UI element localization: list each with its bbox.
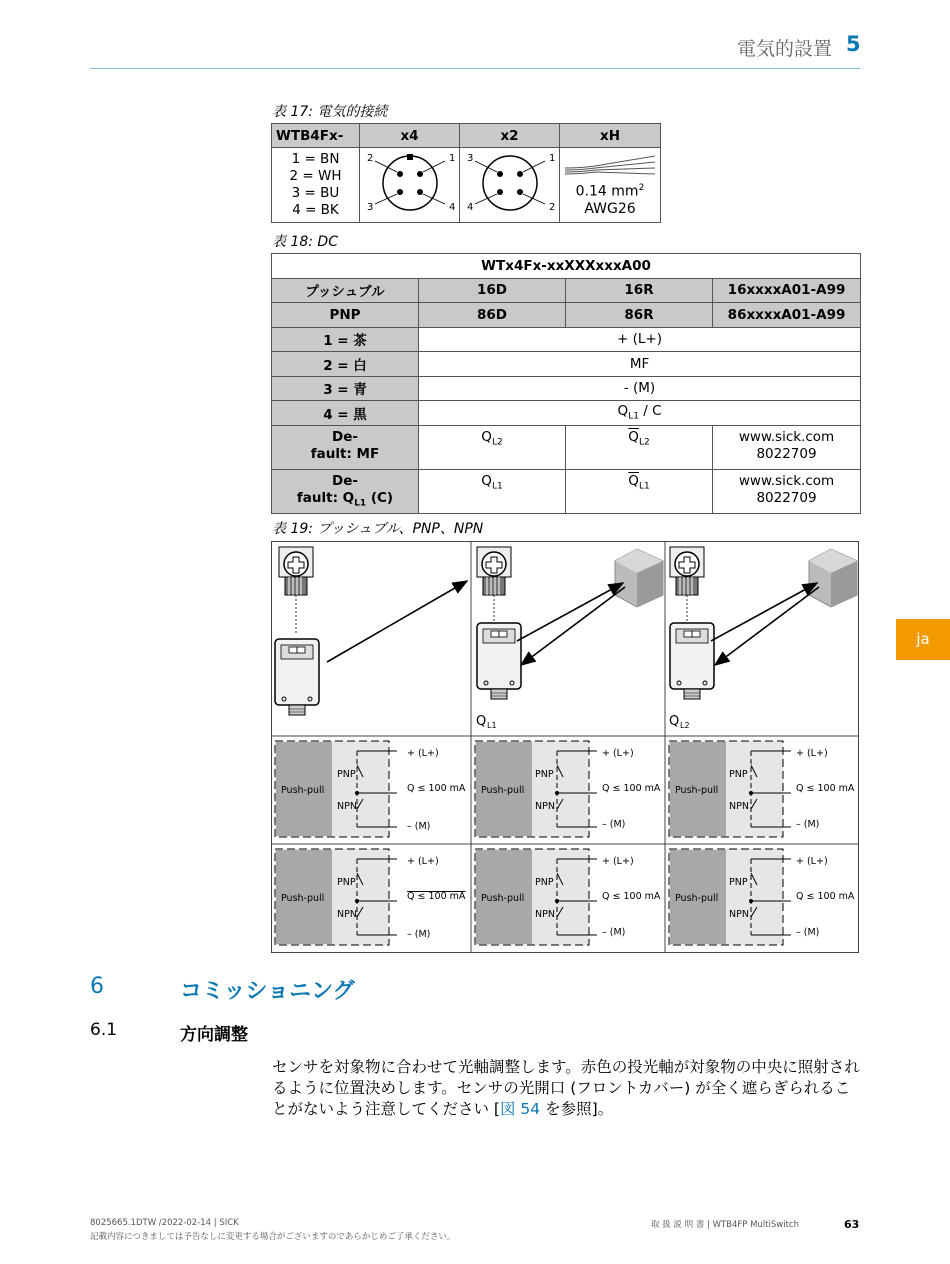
svg-text:PNP: PNP (535, 877, 554, 888)
table17 (271, 123, 661, 223)
svg-text:L1: L1 (487, 721, 497, 730)
t18-row3-label: 3 = 青 (272, 376, 419, 401)
svg-text:NPN: NPN (337, 801, 357, 812)
svg-text:PNP: PNP (535, 769, 554, 780)
cable-icon (561, 152, 659, 180)
svg-text:L2: L2 (680, 721, 690, 730)
t18-pnp-label: PNP (272, 303, 419, 328)
t18-default-q-link[interactable]: www.sick.com 8022709 (713, 469, 861, 513)
svg-text:+ (L+): + (L+) (407, 748, 439, 759)
t18-default-mf-qbar: $\overline{Q}_{L2}$ (566, 425, 713, 469)
t17-h-model: WTB4Fx- (272, 124, 360, 148)
t18-pnp-86x: 86xxxxA01-A99 (713, 303, 861, 328)
t18-default-mf-q: $Q_{L2}$ (419, 425, 566, 469)
t17-wiring: 1 = BN 2 = WH 3 = BU 4 = BK (272, 148, 360, 223)
page-number: 63 (844, 1218, 860, 1231)
t18-row1-label: 1 = 茶 (272, 327, 419, 352)
footer-notice: 記載内容につきましては予告なしに変更する場合がございますのであらかじめご了承ください。 (90, 1232, 456, 1242)
header-section-number: 5 (846, 32, 861, 56)
svg-text:– (M): – (M) (407, 821, 431, 832)
svg-text:Q ≤ 100 mA: Q ≤ 100 mA (796, 891, 855, 902)
svg-text:Push-pull: Push-pull (675, 893, 719, 904)
svg-text:NPN: NPN (535, 801, 555, 812)
svg-text:1: 1 (548, 153, 555, 164)
t18-default-mf-link[interactable]: www.sick.com 8022709 (713, 425, 861, 469)
t17-h-xh: xH (560, 124, 661, 148)
t18-pushpull-16r: 16R (566, 278, 713, 303)
svg-text:PNP: PNP (729, 877, 748, 888)
svg-text:– (M): – (M) (602, 819, 626, 830)
svg-text:Push-pull: Push-pull (481, 893, 525, 904)
svg-text:4: 4 (448, 202, 455, 213)
svg-text:Q: Q (669, 714, 680, 729)
svg-text:+ (L+): + (L+) (602, 856, 634, 867)
t18-default-q-qbar: $\overline{Q}_{L1}$ (566, 469, 713, 513)
svg-text:+ (L+): + (L+) (407, 856, 439, 867)
t18-row4-value: $Q_{L1}$ / C (419, 401, 861, 426)
svg-text:2: 2 (366, 153, 373, 164)
body-paragraph: センサを対象物に合わせて光軸調整します。赤色の投光軸が対象物の中央に照射されるように位置決めします。センサの光開口 (フロントカバー) が全く遮らぎられることがないよう注意してください [図 54 を参照]。 (272, 1058, 860, 1118)
t18-default-mf-label: De- fault: MF (272, 425, 419, 469)
svg-text:Q ≤ 100 mA: Q ≤ 100 mA (602, 783, 661, 794)
t18-row3-value: - (M) (419, 376, 861, 401)
svg-text:– (M): – (M) (796, 819, 820, 830)
fig19-diagram (271, 541, 859, 953)
footer-manual-title: 取 扱 説 明 書 | WTB4FP MultiSwitch (651, 1220, 800, 1230)
svg-text:– (M): – (M) (602, 927, 626, 938)
t17-h-x2: x2 (460, 124, 560, 148)
svg-text:– (M): – (M) (796, 927, 820, 938)
t18-title: WTx4Fx-xxXXXxxxA00 (272, 254, 861, 279)
svg-text:3: 3 (466, 153, 473, 164)
svg-text:NPN: NPN (729, 909, 749, 920)
svg-text:Push-pull: Push-pull (675, 785, 719, 796)
footer-doc-id: 8025665.1DTW /2022-02-14 | SICK (90, 1218, 239, 1228)
t18-pushpull-16d: 16D (419, 278, 566, 303)
t18-default-q-label: De- fault: $Q_{L1}$ (C) (272, 469, 419, 513)
t18-row4-label: 4 = 黒 (272, 401, 419, 426)
t17-x4-connector (360, 148, 460, 223)
t17-h-x4: x4 (360, 124, 460, 148)
language-tab[interactable]: ja (896, 619, 950, 660)
svg-text:Q ≤ 100 mA: Q ≤ 100 mA (602, 891, 661, 902)
t18-pushpull-label: プッシュブル (272, 278, 419, 303)
svg-text:PNP: PNP (337, 877, 356, 888)
fig19-caption: 表 19: プッシュブル、PNP、NPN (272, 521, 484, 537)
section61-number: 6.1 (90, 1020, 118, 1040)
svg-text:NPN: NPN (535, 909, 555, 920)
t18-pnp-86d: 86D (419, 303, 566, 328)
t17-xh-cable: 0.14 $mm^2$ AWG26 (560, 148, 661, 223)
x4-connector-icon (361, 148, 459, 218)
table18 (271, 253, 861, 514)
header-section-title: 電気的設置 (736, 38, 832, 60)
svg-text:PNP: PNP (337, 769, 356, 780)
svg-text:Q ≤ 100 mA: Q ≤ 100 mA (407, 891, 466, 902)
t18-row1-value: + (L+) (419, 327, 861, 352)
svg-text:NPN: NPN (337, 909, 357, 920)
t18-row2-label: 2 = 白 (272, 352, 419, 377)
svg-text:+ (L+): + (L+) (796, 856, 828, 867)
svg-text:Q ≤ 100 mA: Q ≤ 100 mA (407, 783, 466, 794)
svg-text:Push-pull: Push-pull (281, 785, 325, 796)
svg-text:– (M): – (M) (407, 929, 431, 940)
svg-text:Push-pull: Push-pull (281, 893, 325, 904)
figure-link[interactable]: 図 54 (499, 1100, 541, 1118)
section61-title: 方向調整 (180, 1025, 248, 1045)
svg-text:NPN: NPN (729, 801, 749, 812)
t18-pushpull-16x: 16xxxxA01-A99 (713, 278, 861, 303)
svg-text:4: 4 (466, 202, 473, 213)
table18-caption: 表 18: DC (272, 234, 338, 250)
svg-text:2: 2 (548, 202, 555, 213)
t18-pnp-86r: 86R (566, 303, 713, 328)
svg-text:+ (L+): + (L+) (796, 748, 828, 759)
svg-text:Q: Q (476, 714, 487, 729)
section6-title: コミッショニング (180, 979, 355, 1004)
table17-caption: 表 17: 電気的接続 (272, 104, 388, 120)
x2-connector-icon (461, 148, 559, 218)
svg-text:3: 3 (366, 202, 373, 213)
header-rule (90, 68, 860, 69)
svg-text:+ (L+): + (L+) (602, 748, 634, 759)
svg-text:Q ≤ 100 mA: Q ≤ 100 mA (796, 783, 855, 794)
t18-default-q-q: $Q_{L1}$ (419, 469, 566, 513)
svg-text:PNP: PNP (729, 769, 748, 780)
svg-text:1: 1 (448, 153, 455, 164)
svg-text:Push-pull: Push-pull (481, 785, 525, 796)
section6-number: 6 (90, 974, 104, 999)
t18-row2-value: MF (419, 352, 861, 377)
t17-x2-connector (460, 148, 560, 223)
